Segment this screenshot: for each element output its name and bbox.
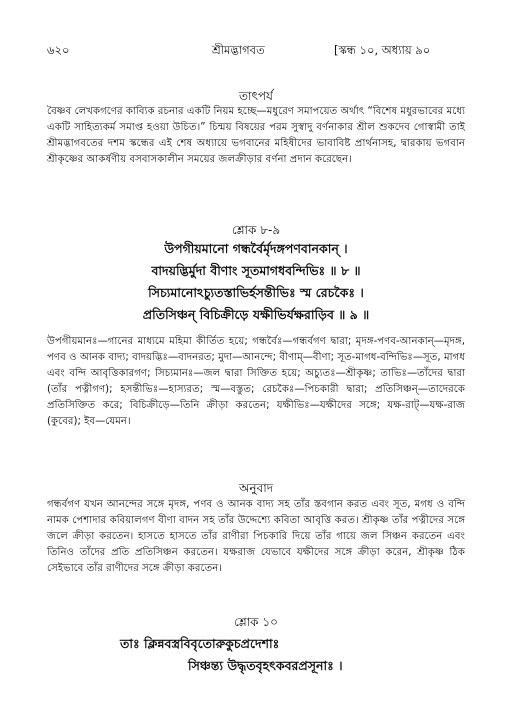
verse-line: প্রতিসিঞ্চন্ বিচিক্রীড়ে যক্ষীভির্যক্ষরাড়িব ॥ ৯ ॥ — [142, 307, 370, 322]
verse-line: সিচ্যমানোঽচ্যুতস্তাভির্হসন্তীভিঃ স্ম রেচকৈঃ । — [148, 285, 364, 300]
verse-10-line-1: তাঃ ক্লিন্নবস্ত্রবিবৃতোরুকুচপ্রদেশাঃ — [120, 636, 280, 651]
verse-10-line-2: সিঞ্চন্ত্য উদ্ধৃতবৃহৎকবরপ্রসূনাঃ । — [188, 658, 343, 673]
purport-text: বৈষ্ণব লেখকগণের কাব্যিক রচনার একটি নিয়ম হচ্ছে—মধুরেণ সমাপয়েত অর্থাৎ “বিশেষ মধুরভাবের মধ্যে একটি সাহিত্যকর্ম সমাপ্ত হওয়া উচিত।” চিন্ময় বিষয়ের পরম সুস্বাদু বর্ণনাকার শ্রীল শুকদেব গোস্বামী তাই শ্রীমদ্ভাগবতের দশম স্কন্ধের এই শেষ অধ্যায়ে ভগবানের মহিষীদের ভাবাবিষ্ট প্রার্থনাসহ, দ্বারকায় ভগবান শ্রীকৃষ্ণের আকর্ষণীয় বসবাসকালীন সময়ের জলক্রীড়ার বর্ণনা প্রদান করেছেন। — [47, 106, 465, 166]
verse-line: উপগীয়মানো গন্ধর্বৈর্মৃদঙ্গপণবানকান্ । — [164, 241, 348, 256]
translation-text: গন্ধর্বগণ যখন আনন্দের সঙ্গে মৃদঙ্গ, পণব ও আনক বাদ্য সহ তাঁর স্তবগান করত এবং সূত, মগধ ও বন্দি নামক পেশাদার কবিয়ালগণ বীণা বাদন সহ তাঁর উদ্দেশ্যে কবিতা আবৃত্তি করত। শ্রীকৃষ্ণ তাঁর পত্নীদের সঙ্গে জলে ক্রীড়া করতেন। হাসতে হাসতে তাঁর রাণীরা পিচকারি দিয়ে তাঁর গায়ে জল সিঞ্চন করতেন এবং তিনিও তাঁদের প্রতি প্রতিসিঞ্চন করতেন। যক্ষরাজ যেভাবে যক্ষীদের সঙ্গে ক্রীড়া করেন, শ্রীকৃষ্ণ ঠিক সেইভাবে তাঁর রাণীদের সঙ্গে ক্রীড়া করতেন। — [47, 499, 465, 575]
chapter-reference: [স্কন্ধ ১০, অধ্যায় ৯০ — [334, 43, 431, 57]
verse-heading: শ্লোক ৮-৯ — [231, 223, 281, 237]
translation-heading: অনুবাদ — [238, 481, 274, 495]
book-title: শ্রীমদ্ভাগবত — [212, 43, 265, 57]
synonyms-text: উপগীয়মানঃ—গানের মাধ্যমে মহিমা কীর্তিত হয়ে; গন্ধর্বৈঃ—গন্ধর্বগণ দ্বারা; মৃদঙ্গ-পণব-আনকান্—মৃদঙ্গ, পণব ও আনক বাদ্য; বাদয়দ্ভিঃ—বাদনরত; মুদা—আনন্দে; বীণাম্—বীণা; সূত-মাগধ-বন্দিভিঃ—সূত, মাগধ এবং বন্দি আবৃত্তিকারগণ; সিচ্যমানঃ—জল দ্বারা সিক্তিত হয়ে; অচ্যুতঃ—শ্রীকৃষ্ণ; তাভিঃ—তাঁদের দ্বারা (তাঁর পত্নীগণ); হসন্তীভিঃ—হাস্যরত; স্ম—বস্তুত; রেচকৈঃ—পিচকারী দ্বারা; প্রতিসিঞ্চন্—তাদেরকে প্রতিসিক্তিত করে; বিচিক্রীড়ে—তিনি ক্রীড়া করতেন; যক্ষীভিঃ—যক্ষীদের সঙ্গে; যক্ষ-রাট্—যক্ষ-রাজ (কুবের); ইব—যেমন। — [47, 336, 465, 428]
page-number: ৬২০ — [47, 43, 70, 57]
verse-line: বাদয়দ্ভির্মুদা বীণাং সূতমাগধবন্দিভিঃ ॥ ৮ ॥ — [151, 263, 361, 278]
purport-heading: তাৎপর্য — [239, 89, 273, 103]
verse-heading: শ্লোক ১০ — [234, 615, 278, 629]
verse-8-9-text — [47, 238, 465, 326]
